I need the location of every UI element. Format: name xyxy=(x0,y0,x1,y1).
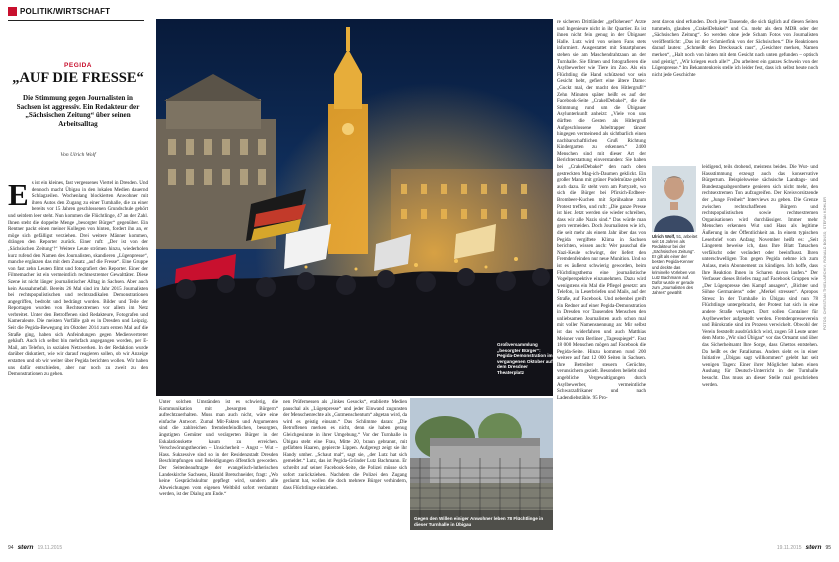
page-number-right: 95 xyxy=(825,545,831,551)
author-portrait xyxy=(652,166,696,232)
article-title: „AUF DIE FRESSE“ xyxy=(12,70,144,86)
column-3-text: nen Prüfernessen als „linkes Gesocks“, etablierte Medien pauschal als „Lügenpresse“ und jeder Einwand zugunsten der Menschenrechte als „Gutmenschentum“ abgetan wird, da wird es geistig einsam.“ Das Schlimme daran: „Die Betroffenen merken es nicht, denn sie haben genug Gleichgesinnte in ihrer Umgebung.“ Vor der Turnhalle in Übigau steht eine Frau, Mitte 20, braun gebrannt, mit gefärbten Haaren, gepiercte Lippen. Aufgeregt zeigt sie ihr Handy umher. „Schaut mal“, sagt sie, „der Lutz hat sich gemeldet.“ Lutz, das ist Pegida-Gründer Lutz Bachmann. Er schreibt auf seiner Facebook-Seite, die Polizei müsse sich sofort zurückziehen. Nachdem die Polizei den Zugang geräumt hat, wollen die doch mehrere Bürger verhindern, dass Flüchtlinge einziehen. xyxy=(283,399,407,491)
text-column-3 xyxy=(283,399,407,537)
article-byline: Von Ulrich Wolf xyxy=(60,152,96,158)
main-photo xyxy=(156,19,553,396)
column-2-text: Unter solchen Umständen ist es schwierig, die Kommunikation mit „besorgten Bürgern“ aufrechtzuerhalten. Muss man auch nicht, wäre eine einfache Antwort. Zumal Mit-Fakten und Argumenten sind die zahlreichen fremdenfeindlichen, besorgten, ängstigten Gemüter und verärgerten Bürger in der Eskalationskette kaum zu erreichen. Verschwörungstheorien – Unsicherheit – Angst – Wut – Hass. Sukzessive sind so in der Residenzstadt Dresden Beschimpfungen und Beleidigungen öffentlich geworden. Der Seitenbeauftragte der evangelisch-lutherischen Landeskirche Sachsens, Harald Bretschneider, fragt: „Wo keine Gesprächskultur gepflegt wird, sondern alle Abweichungen vom eigenen Weltbild sofort verdammt werden, ist der Dialog am Ende.“ xyxy=(159,399,278,498)
section-label: POLITIK/WIRTSCHAFT xyxy=(20,7,111,16)
page-number-left: 94 xyxy=(8,545,14,551)
author-bio: 51, arbeitet seit 16 Jahren als Redakteur bei der „Sächsischen Zeitung“. Er gilt als einer der besten Pegida-Kenner und deckte das kriminelle Vorleben von Lutz Bachmann auf. Dafür wurde er gerade zum „Journalisten des Jahres“ gewählt xyxy=(652,234,698,296)
author-photo xyxy=(652,166,696,232)
author-caption xyxy=(652,234,698,295)
column-5-text: zent davon sind erfunden. Doch jene Tausende, die sich täglich auf diesen Seiten tummeln, glauben „CrakelDebakel“ und Co. mehr als dem MDR oder der „Sächsischen Zeitung“. So werden ohne jede Scham Fotos von Journalisten veröffentlicht: „Das ist der Schmierfink von der Sächsischen.“ Die Reaktionen darauf lauten: „Schmeißt den Dreckssack raus“, „Gesichter merken, Namen merken“, „Halt noch von hinten mit dem Gesicht nach unten gefunden – optisch und geistig“, „Wir kriegen euch alle!“ „Du arbeitest ein ganzes Schwein von der Lügenpresse.“ Im Bekanntenkreis stelle ich leider fest, dass ich selbst heute noch nicht jede Geschichte xyxy=(652,19,818,78)
column-4-text: re sicheren Drittländer „geflohenen“ Ärzte und Ingenieure nicht in ihr Quartier. Es ist ihnen nicht fein genug in der Übigauer Halle. Lutz wird von seinen Fans stets informiert. Ausgestattet mit Smartphones stehen sie am Maschendrahtzaun an der Turnhalle. Sie filmen und fotografieren die Asylbewerber wie Tiere im Zoo. Als ein Flüchtling die Hand schützend vor sein Gesicht hebt, gefiert eine ältere Dame: „Guckt mal, der macht den Hitlergruß!“ Zehn Minuten später heißt es auf der Facebook-Seite „CrakelDebakel“, die die Stimmung rund um die Übigauer Asylunterkunft anheizt: „Viele von uns dürften die Gesten als Hitlergruß Aufgeschlossene Jubeltrapper tänzer hingegen vermeinend als sichtbarlich einen nachbarschaftlichen Gruß Richtung Kindergarten zu erkennen.“ 2400 Menschen sind mit dieser Art der Berichterstattung einverstanden: Sie haben bei „CrakelDebakel“ den nach oben gestreckten Mag-ich-Daumen geklickt. Ein großer Mann mit grüner Pudelmütze gehört auch dazu. Er steht vorn am Partyzelt, wo sich die Bürger bei Pfirsich-Erdbeer-Brombeer-Kuchen mit Sprühsahne zum Protest treffen, und ruft: „Die ganze Presse ist hier. Jetzt werden sie wieder schreiben, dass wir alle Nazis sind.“ Das würde man gern vermeiden. Doch Journalisten wie ich, die seit mehr als einem Jahr über das von Pegida vergiftete Klima in Sachsen berichten, wissen auch: Wer pauschal die Nazi-Keule schwingt, der liefert den Fremdenfeinden nur neue Munition. Und so ist es äußerst schwierig geworden, beim Flüchtlingsthema eine journalistische Vogelperspektive einzunehmen. Dazu wird wenigstens ein Mal die Pflegel gesetzt: am Telefon, in Leserbriefen und Mails, auf der Straße, auf Facebook. Und nebenbei greift ein Redner auf einer Pegida-Demonstration in Dresden vor Tausenden Menschen den unliebsamen Journalisten auch schon mal mit voller Namensnennung an: Mir selbst ist das widerfahren und auch Matthias Meisner vom Berliner „Tagesspiegel“. Fast 18 000 Menschen mögen auf Facebook die Pegida-Seite. Hinzu kommen rund 200 weitere auf fast 12 000 Seiten in Sachsen. Ihre Betreiber steuern Gerüchte, verunsichern gezielt. Besonders beliebt sind angebliche Vergewaltigungen durch Asylbewerber, vermeintliche Schwarzafrikaner und nach Ladendiebstähle. 95 Pro- xyxy=(557,19,646,401)
text-column-2 xyxy=(159,399,278,537)
gym-photo xyxy=(410,398,553,530)
magazine-logo-left: stern xyxy=(17,544,34,551)
issue-date-left: 19.11.2015 xyxy=(37,545,63,551)
main-photo-caption: Großversammlung „besorgter Bürger“: Pegida-Demonstration im vergangenen Oktober auf dem Dresdner Theaterplatz xyxy=(497,342,553,375)
secondary-photo-caption: Gegen den Willen einiger Anwohner leben 78 Flüchtlinge in dieser Turnhalle in Übigau xyxy=(414,516,544,527)
section-header xyxy=(8,7,110,16)
author-name: Ulrich Wolf, xyxy=(652,234,676,239)
issue-date-right: 19.11.2015 xyxy=(776,545,802,551)
drop-cap: E xyxy=(8,180,29,212)
photo-credits: FOTOS: CHRISTIAN THIEL/ARCHIV; RONALD BONSS; STEFAN KÖHLER xyxy=(823,196,827,330)
section-marker-icon xyxy=(8,7,17,16)
magazine-logo-right: stern xyxy=(805,544,822,551)
footer-right xyxy=(777,544,831,551)
text-column-1 xyxy=(8,180,148,540)
text-column-5 xyxy=(652,19,818,161)
column-6-text: leidigend, teils drohend, meistens beides. Die Wut- und Hassstimmung erzeugt auch das konservative Bürgertum. Beispielsweise sächsische Landtags- und Bundestagsabgeordnete genieren sich nicht mehr, den rechtsextremen Ton aufzugreifen. Der Kreisvorsitzende der „Junge Freiheit“ Interviews zu geben. Die Grenze zwischen rechtschaffenen Bürgern und rechtspopulistischen sowie rechtsextremen Organisationen wird durchlässiger. Immer mehr Menschen erkennen Wut und Hass als legitime Äußerung in der Öffentlichkeit an. In einem typischen Leserbrief vom Anfang November heißt es: „Seit Längerem beweise ich, dass Ihre Blatt Tatsachen verfälscht oder verändert oder beeinflusst. Ihren unterschwelligen Ton gegen Pegida nehme ich zum Anlass, mein Abonnement zu kündigen. Ich hoffe, dass Ihre Reaktion Ihnen in Scharen davon laufen.“ Der Verfasser dieses Briefes mag auf Facebook Gruppen wie „Der Lügenpresse den Kampf ansagen“, „Bichter und Söhne Germaniens“ oder „Merkel stressen“. Apropos Stress: In der Turnhalle in Übigau sind nun 78 Flüchtlinge untergebracht, der Protest hat sich in eine andere Straße verlagert. Dort sollen Container für Asylbewerber aufgestellt werden. Fremdenpresseverein und Bürokratie sind im Prozess verwickelt. Obwohl der Verein feststellt ausdrücklich wird, zogen 50 Leute unter dem Motto „Wir sind Übigau“ vor das Ortsamt und über das Sicherheitsamt Ihre Sorge, dass Ghettos entstehen. Da heißt es der Fatalismus. Anders sieht es in einer Initiative „Übigau sagt willkommen“ gelebt hat seit wenigen Tagen: Einer ihrer Möglicher haben einen Aushang für Deutsch-Unterricht in der Turnhalle besucht. Das muss an dieser Stelle mal geschrieben werden. xyxy=(702,164,818,388)
text-column-6 xyxy=(702,164,818,537)
header-rule xyxy=(8,20,144,21)
demonstration-photo xyxy=(156,19,553,396)
text-column-4 xyxy=(557,19,646,537)
secondary-photo xyxy=(410,398,553,530)
article-lead: Die Stimmung gegen Journalisten in Sachsen ist aggressiv. Ein Redakteur der „Sächsischen Zeitung“ über seinen Arbeitsalltag xyxy=(16,94,140,128)
article-kicker: PEGIDA xyxy=(64,62,92,69)
column-1-text: s ist ein kleines, fast vergessenes Viertel in Dresden. Und dennoch macht Übigau in den lokalen Medien dauernd Schlagzeilen. Wochenlang blockierten Anwohner mit ihren Autos den Zugang zu einer Turnhalle, die zu einer bereits vor 15 Jahren geschlossenen Grundschule gehört und seitdem leer steht. Nun kommen die Flüchtlinge, 47 an der Zahl. Ihnen steht die doppelte Menge „besorgter Bürger“ gegenüber. Ein Rentner packt einen meiner Kollegen von hinten, fordert ihn an, er möge sich gefälligst verziehen. Drei weitere Männer kommen, drängen den Reporter zurück. Einer ruft: „Der ist von der ‚Sächsischen Zeitung‘!“ Weitere Leute strömen hinzu, wiederholen kurz rufend den Namen des Journalisten, skandieren „Lügenpresse“, manche ergänzen das mit dem Zusatz „auf die Fresse“. Eine Gruppe von fast zehn Leuten filmt und fotografiert den Reporter. Einer der Filmemacher ist ein vermeintlich rechtsextremer Gewalttäter. Diese Szene ist nicht länger journalistischer Alltag in Sachsen. Aber auch kein Ausnahmefall. Bereits 26 Mal sind im Jahr 2015 Journalisten bei rechtspopulistischen und rechtsradikalen Demonstrationen angegriffen, bedroht und bedrängt worden. Bilder und Teile der Reportagen wurden von Rechtsextremen vor allem im Netz verbreitet. Unter den Betroffenen sind Redakteure, Fotografen und Kameraleute. Die meisten Vorfälle gab es in Dresden und Leipzig. Seit die Pegida-Bewegung im Oktober 2014 zum ersten Mal auf die Straße ging, haben sich Anfeindungen gegen Medienvertreter gehäuft. Auch ich selbst bin mehrfach angegangen worden, per E-Mail, am Telefon, in sozialen Netzwerken. In der Redaktion wurde darüber diskutiert, wie wir darauf reagieren sollen, ob wir Anzeige erstatten und ob wir weiter über Pegida berichten wollen. Wir haben uns dafür entschieden, aber nur noch zu zweit zu den Demonstrationen zu gehen. xyxy=(8,180,148,378)
footer-left xyxy=(8,544,62,551)
